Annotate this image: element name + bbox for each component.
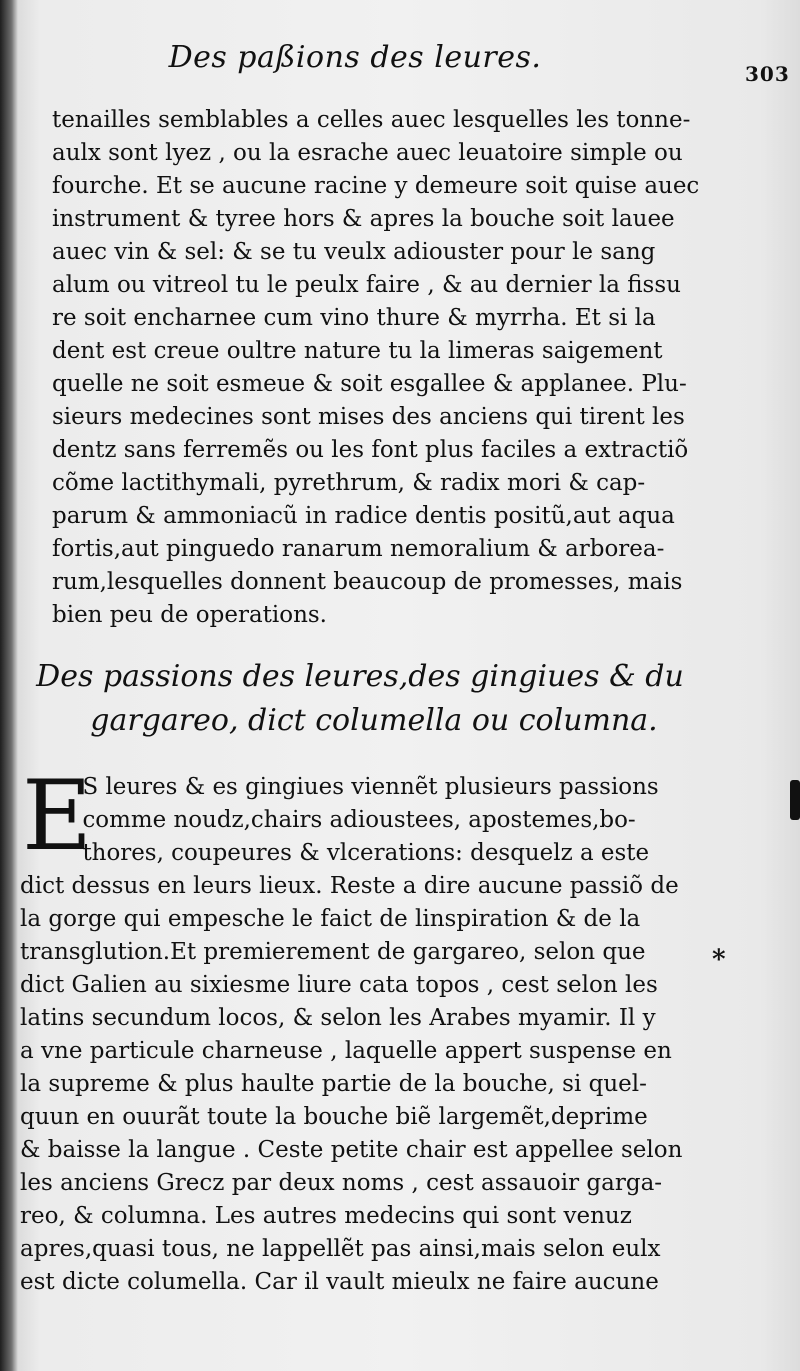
- text-line: sieurs medecines sont mises des anciens qui tirent les: [52, 402, 685, 430]
- text-line: dent est creue oultre nature tu la limeras saigement: [52, 336, 663, 364]
- text-line: dict Galien au sixiesme liure cata topos , cest selon les: [20, 970, 658, 998]
- text-line: auec vin & sel: & se tu veulx adiouster pour le sang: [52, 237, 656, 265]
- page-edge-mark: [790, 780, 800, 820]
- text-line: rum,lesquelles donnent beaucoup de promesses, mais: [52, 567, 683, 595]
- text-line: transglution.Et premierement de gargareo, selon que: [20, 937, 646, 965]
- text-line: dict dessus en leurs lieux. Reste a dire aucune passiõ de: [20, 871, 679, 899]
- text-line: dentz sans ferremẽs ou les font plus faciles a extractiõ: [52, 435, 689, 463]
- text-line: & baisse la langue . Ceste petite chair est appellee selon: [20, 1135, 683, 1163]
- text-line: aulx sont lyez , ou la esrache auec leuatoire simple ou: [52, 138, 683, 166]
- text-line: alum ou vitreol tu le peulx faire , & au dernier la fissu: [52, 270, 681, 298]
- text-line: tenailles semblables a celles auec lesquelles les tonne-: [52, 105, 691, 133]
- text-line: la supreme & plus haulte partie de la bouche, si quel-: [20, 1069, 647, 1097]
- text-line: a vne particule charneuse , laquelle appert suspense en: [20, 1036, 672, 1064]
- text-line: fourche. Et se aucune racine y demeure soit quise auec: [52, 171, 700, 199]
- text-line: la gorge qui empesche le faict de linspiration & de la: [20, 904, 641, 932]
- text-line: fortis,aut pinguedo ranarum nemoralium & arborea-: [52, 534, 665, 562]
- text-line: thores, coupeures & vlcerations: desquelz a este: [82, 838, 650, 866]
- text-line: bien peu de operations.: [52, 600, 327, 628]
- text-line: cõme lactithymali, pyrethrum, & radix mori & cap-: [52, 468, 646, 496]
- text-line: les anciens Grecz par deux noms , cest assauoir garga-: [20, 1168, 663, 1196]
- text-line: quelle ne soit esmeue & soit esgallee & applanee. Plu-: [52, 369, 687, 397]
- text-line: comme noudz,chairs adioustees, apostemes,bo-: [82, 805, 636, 833]
- text-line: apres,quasi tous, ne lappellẽt pas ainsi,mais selon eulx: [20, 1234, 661, 1262]
- text-line: reo, & columna. Les autres medecins qui sont venuz: [20, 1201, 632, 1229]
- margin-asterisk: *: [712, 945, 726, 975]
- section-heading-line-2: gargareo, dict columella ou columna.: [90, 703, 658, 738]
- text-line: instrument & tyree hors & apres la bouche soit lauee: [52, 204, 675, 232]
- page-number: 303: [745, 62, 790, 86]
- text-line: parum & ammoniacũ in radice dentis positũ,aut aqua: [52, 501, 675, 529]
- paragraph-2: [20, 760, 720, 1298]
- text-line: est dicte columella. Car il vault mieulx ne faire aucune: [20, 1267, 659, 1295]
- section-heading: [0, 655, 720, 743]
- section-heading-line-1: Des passions des leures,des gingiues & du: [36, 659, 684, 694]
- text-line: S leures & es gingiues viennẽt plusieurs passions: [82, 772, 659, 800]
- text-line: re soit encharnee cum vino thure & myrrha. Et si la: [52, 303, 656, 331]
- paragraph-1: [52, 103, 722, 631]
- drop-cap: E: [22, 760, 93, 872]
- text-line: latins secundum locos, & selon les Arabes myamir. Il y: [20, 1003, 656, 1031]
- text-line: quun en ouurãt toute la bouche biẽ largemẽt,deprime: [20, 1102, 648, 1130]
- running-head: Des paßions des leures.: [168, 40, 542, 75]
